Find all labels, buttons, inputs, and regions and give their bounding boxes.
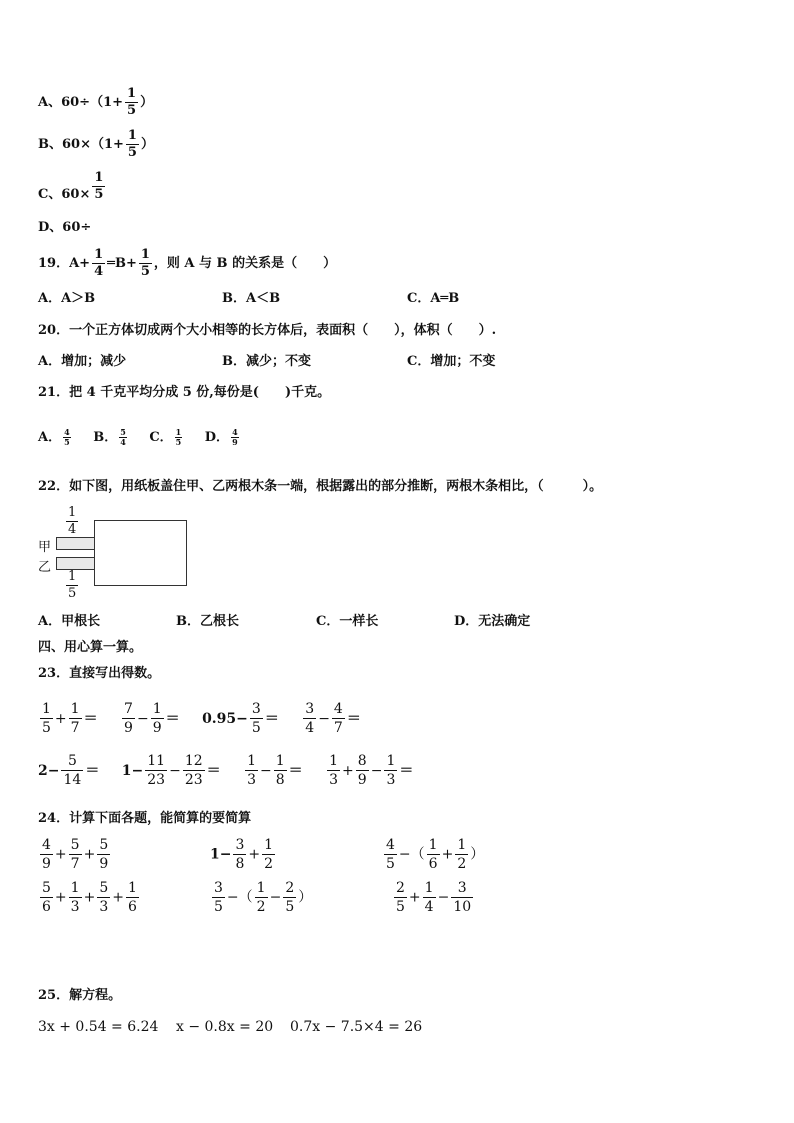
numerator: 2 bbox=[396, 880, 405, 896]
denominator: 8 bbox=[275, 772, 285, 788]
denominator: 9 bbox=[42, 856, 51, 872]
denominator: 5 bbox=[94, 187, 104, 202]
stem-text: ═B+ bbox=[107, 256, 137, 271]
denominator: 9 bbox=[99, 856, 109, 872]
numerator: 1 bbox=[386, 753, 396, 769]
q20-stem: 20．一个正方体切成两个大小相等的长方体后，表面积（ ），体积（ ）. bbox=[38, 323, 497, 338]
denominator: 5 bbox=[285, 899, 295, 915]
lead-term: 1− bbox=[121, 762, 144, 779]
q21-option-d bbox=[204, 427, 241, 447]
numerator: 1 bbox=[152, 701, 162, 717]
q20-option-c: C．增加；不变 bbox=[407, 354, 496, 369]
denominator: 3 bbox=[70, 899, 80, 915]
q18-option-a bbox=[38, 86, 153, 119]
q24-r1-expr2: 1− $\frac{3}{8}$ + $\frac{1}{2}$ bbox=[210, 837, 274, 872]
numerator: 3 bbox=[251, 701, 261, 717]
numerator: 1 bbox=[175, 427, 182, 437]
denominator: 5 bbox=[140, 264, 150, 279]
numerator: 4 bbox=[42, 837, 51, 853]
numerator: 5 bbox=[99, 837, 109, 853]
numerator: 1 bbox=[94, 247, 104, 262]
denominator: 3 bbox=[329, 772, 339, 788]
denominator: 5 bbox=[127, 103, 137, 118]
numerator: 1 bbox=[275, 753, 285, 769]
label-jia: 甲 bbox=[38, 540, 52, 555]
denominator: 9 bbox=[357, 772, 367, 788]
denominator: 14 bbox=[63, 772, 82, 788]
numerator: 3 bbox=[235, 837, 245, 853]
denominator: 10 bbox=[453, 899, 472, 915]
denominator: 7 bbox=[70, 720, 80, 736]
denominator: 5 bbox=[396, 899, 405, 915]
denominator: 3 bbox=[247, 772, 257, 788]
denominator: 4 bbox=[120, 437, 126, 447]
numerator: 3 bbox=[451, 879, 473, 898]
denominator: 5 bbox=[386, 856, 395, 872]
denominator: 3 bbox=[386, 772, 396, 788]
fraction bbox=[139, 247, 152, 280]
denominator: 7 bbox=[333, 720, 343, 736]
operator: − bbox=[260, 762, 272, 779]
q20-option-b: B．减少；不变 bbox=[222, 354, 311, 369]
denominator: 7 bbox=[70, 856, 80, 872]
q23-r1-expr3 bbox=[202, 701, 279, 736]
numerator: 12 bbox=[184, 753, 203, 769]
numerator: 1 bbox=[247, 753, 257, 769]
q21-option-c bbox=[149, 427, 184, 447]
numerator: 11 bbox=[147, 753, 166, 769]
denominator: 9 bbox=[232, 437, 238, 447]
denominator: 5 bbox=[214, 899, 223, 915]
q25-equation-3: 0.7x − 7.5×4 = 26 bbox=[290, 1019, 423, 1035]
q24-stem: 24．计算下面各题，能简算的要简算 bbox=[38, 811, 252, 826]
lead-term: 1− bbox=[210, 846, 232, 863]
numerator: 1 bbox=[329, 753, 339, 769]
numerator: 4 bbox=[64, 427, 70, 437]
q22-stem: 22．如下图，用纸板盖住甲、乙两根木条一端，根据露出的部分推断，两根木条相比，（ ）。 bbox=[38, 479, 603, 494]
q23-r1-expr4 bbox=[301, 701, 361, 736]
numerator: 4 bbox=[333, 701, 343, 717]
q23-row2 bbox=[38, 752, 413, 789]
option-label: C． bbox=[149, 430, 173, 445]
denominator: 6 bbox=[428, 856, 438, 872]
equals: ＝ bbox=[85, 762, 100, 779]
numerator: 1 bbox=[424, 880, 434, 896]
option-suffix: ） bbox=[140, 95, 154, 110]
equals: ＝ bbox=[288, 762, 303, 779]
denominator: 2 bbox=[256, 899, 266, 915]
operator: + bbox=[54, 710, 67, 727]
denominator: 5 bbox=[64, 437, 70, 447]
option-text: C、60× bbox=[38, 187, 91, 202]
q23-r2-expr1 bbox=[38, 753, 100, 788]
numerator: 5 bbox=[42, 880, 51, 896]
stick-jia bbox=[56, 537, 96, 550]
q19-option-a: A．A＞B bbox=[38, 291, 96, 306]
equals: ＝ bbox=[165, 710, 180, 727]
fraction bbox=[126, 128, 139, 161]
operator: − bbox=[318, 710, 330, 727]
option-text: B、60×（1+ bbox=[38, 137, 124, 152]
option-text: A、60÷（1+ bbox=[38, 95, 124, 110]
q22-option-b: B．乙根长 bbox=[176, 614, 239, 629]
q22-option-c: C．一样长 bbox=[316, 614, 379, 629]
operator: − bbox=[136, 710, 149, 727]
q23-r2-expr3 bbox=[243, 753, 303, 788]
denominator: 4 bbox=[305, 720, 315, 736]
option-label: B． bbox=[93, 430, 118, 445]
equals: ＝ bbox=[346, 710, 361, 727]
denominator: 23 bbox=[147, 772, 166, 788]
option-label: D． bbox=[204, 430, 230, 445]
section-heading: 四、用心算一算。 bbox=[38, 640, 143, 655]
q24-r2-expr1: $\frac{5}{6}$ + $\frac{1}{3}$ + $\frac{5}{3}$ + $\frac{1}{6}$ bbox=[42, 880, 137, 915]
denominator: 2 bbox=[264, 856, 274, 872]
numerator: 1 bbox=[68, 505, 77, 520]
denominator: 8 bbox=[235, 856, 245, 872]
denominator: 6 bbox=[127, 899, 137, 915]
numerator: 1 bbox=[457, 837, 467, 853]
denominator: 5 bbox=[175, 437, 182, 447]
q24-r1-expr3: $\frac{4}{5}$ −（ $\frac{1}{6}$ + $\frac{1}{2}$ ） bbox=[386, 837, 485, 872]
denominator: 6 bbox=[42, 899, 51, 915]
q22-diagram bbox=[38, 505, 198, 605]
option-text: D、60÷ bbox=[38, 220, 92, 235]
q24-r2-expr2: $\frac{3}{5}$ −（ $\frac{1}{2}$ − $\frac{2}{5}$ ） bbox=[214, 880, 313, 915]
fraction bbox=[92, 170, 105, 203]
numerator: 1 bbox=[256, 880, 266, 896]
q20-option-a: A．增加；减少 bbox=[38, 354, 127, 369]
numerator: 5 bbox=[99, 880, 109, 896]
denominator: 9 bbox=[152, 720, 162, 736]
fraction bbox=[231, 428, 239, 447]
denominator: 4 bbox=[68, 522, 77, 537]
q19-stem bbox=[38, 247, 336, 280]
denominator: 2 bbox=[457, 856, 467, 872]
numerator: 4 bbox=[232, 427, 238, 437]
q21-option-a bbox=[38, 427, 73, 447]
q21-options bbox=[38, 428, 241, 447]
numerator: 1 bbox=[70, 880, 80, 896]
numerator: 5 bbox=[120, 427, 126, 437]
numerator: 2 bbox=[285, 880, 295, 896]
q18-option-d bbox=[38, 220, 91, 236]
numerator: 1 bbox=[42, 701, 51, 717]
numerator: 1 bbox=[127, 128, 137, 143]
numerator: 8 bbox=[357, 753, 367, 769]
q25-equation-2: x − 0.8x = 20 bbox=[176, 1019, 274, 1035]
lead-term: 2− bbox=[38, 762, 60, 779]
fraction bbox=[63, 428, 71, 447]
denominator: 5 bbox=[251, 720, 261, 736]
q19-option-b: B．A＜B bbox=[222, 291, 281, 306]
option-suffix: ） bbox=[140, 137, 154, 152]
denominator: 4 bbox=[94, 264, 104, 279]
stem-text: ，则 A 与 B 的关系是（ ） bbox=[153, 256, 337, 271]
q23-r1-expr2 bbox=[120, 701, 180, 736]
equals: ＝ bbox=[264, 710, 279, 727]
numerator: 1 bbox=[140, 247, 150, 262]
denominator: 9 bbox=[124, 720, 133, 736]
q25-equation-1: 3x + 0.54 = 6.24 bbox=[38, 1019, 159, 1035]
numerator: 3 bbox=[214, 880, 223, 896]
q21-stem: 21．把 4 千克平均分成 5 份,每份是( )千克。 bbox=[38, 385, 331, 400]
fraction bbox=[175, 428, 183, 447]
denominator: 3 bbox=[99, 899, 109, 915]
numerator: 1 bbox=[70, 701, 80, 717]
numerator: 5 bbox=[70, 837, 80, 853]
q25-stem: 25．解方程。 bbox=[38, 988, 122, 1003]
numerator: 5 bbox=[61, 752, 83, 771]
q18-option-b bbox=[38, 128, 154, 161]
equals: ＝ bbox=[83, 710, 98, 727]
q23-r2-expr2 bbox=[121, 753, 221, 788]
q21-option-b bbox=[93, 427, 129, 447]
denominator: 5 bbox=[68, 586, 77, 601]
label-yi: 乙 bbox=[38, 560, 52, 575]
equals: ＝ bbox=[206, 762, 221, 779]
q19-option-c: C．A═B bbox=[407, 291, 460, 306]
q22-option-d: D．无法确定 bbox=[454, 614, 531, 629]
fraction bbox=[119, 428, 127, 447]
numerator: 1 bbox=[68, 569, 77, 584]
numerator: 4 bbox=[386, 837, 395, 853]
numerator: 1 bbox=[127, 880, 137, 896]
q23-r1-expr1 bbox=[38, 701, 98, 736]
q24-r1-expr1: $\frac{4}{9}$ + $\frac{5}{7}$ + $\frac{5}{9}$ bbox=[42, 837, 109, 872]
numerator: 7 bbox=[124, 701, 133, 717]
denominator: 4 bbox=[424, 899, 434, 915]
denominator: 5 bbox=[42, 720, 51, 736]
top-fraction bbox=[66, 505, 78, 538]
q24-r2-expr3: $\frac{2}{5}$ + $\frac{1}{4}$ − $\frac{3}{10}$ bbox=[396, 880, 472, 915]
q22-option-a: A．甲根长 bbox=[38, 614, 101, 629]
numerator: 1 bbox=[94, 170, 104, 185]
q18-option-c bbox=[38, 170, 107, 203]
denominator: 5 bbox=[127, 145, 137, 160]
operator: − bbox=[370, 762, 383, 779]
numerator: 1 bbox=[127, 86, 137, 101]
q23-row1 bbox=[38, 700, 361, 737]
stem-text: 19．A+ bbox=[38, 256, 91, 271]
operator: + bbox=[342, 762, 354, 779]
cardboard bbox=[94, 520, 187, 586]
numerator: 1 bbox=[264, 837, 274, 853]
fraction bbox=[92, 247, 105, 280]
fraction bbox=[125, 86, 138, 119]
denominator: 23 bbox=[184, 772, 203, 788]
equals: ＝ bbox=[399, 762, 414, 779]
numerator: 3 bbox=[305, 701, 315, 717]
operator: − bbox=[169, 762, 181, 779]
bottom-fraction bbox=[66, 569, 78, 602]
option-label: A． bbox=[38, 430, 62, 445]
q23-stem: 23．直接写出得数。 bbox=[38, 666, 161, 681]
q23-r2-expr4 bbox=[325, 753, 414, 788]
lead-term: 0.95− bbox=[202, 710, 248, 727]
numerator: 1 bbox=[428, 837, 438, 853]
